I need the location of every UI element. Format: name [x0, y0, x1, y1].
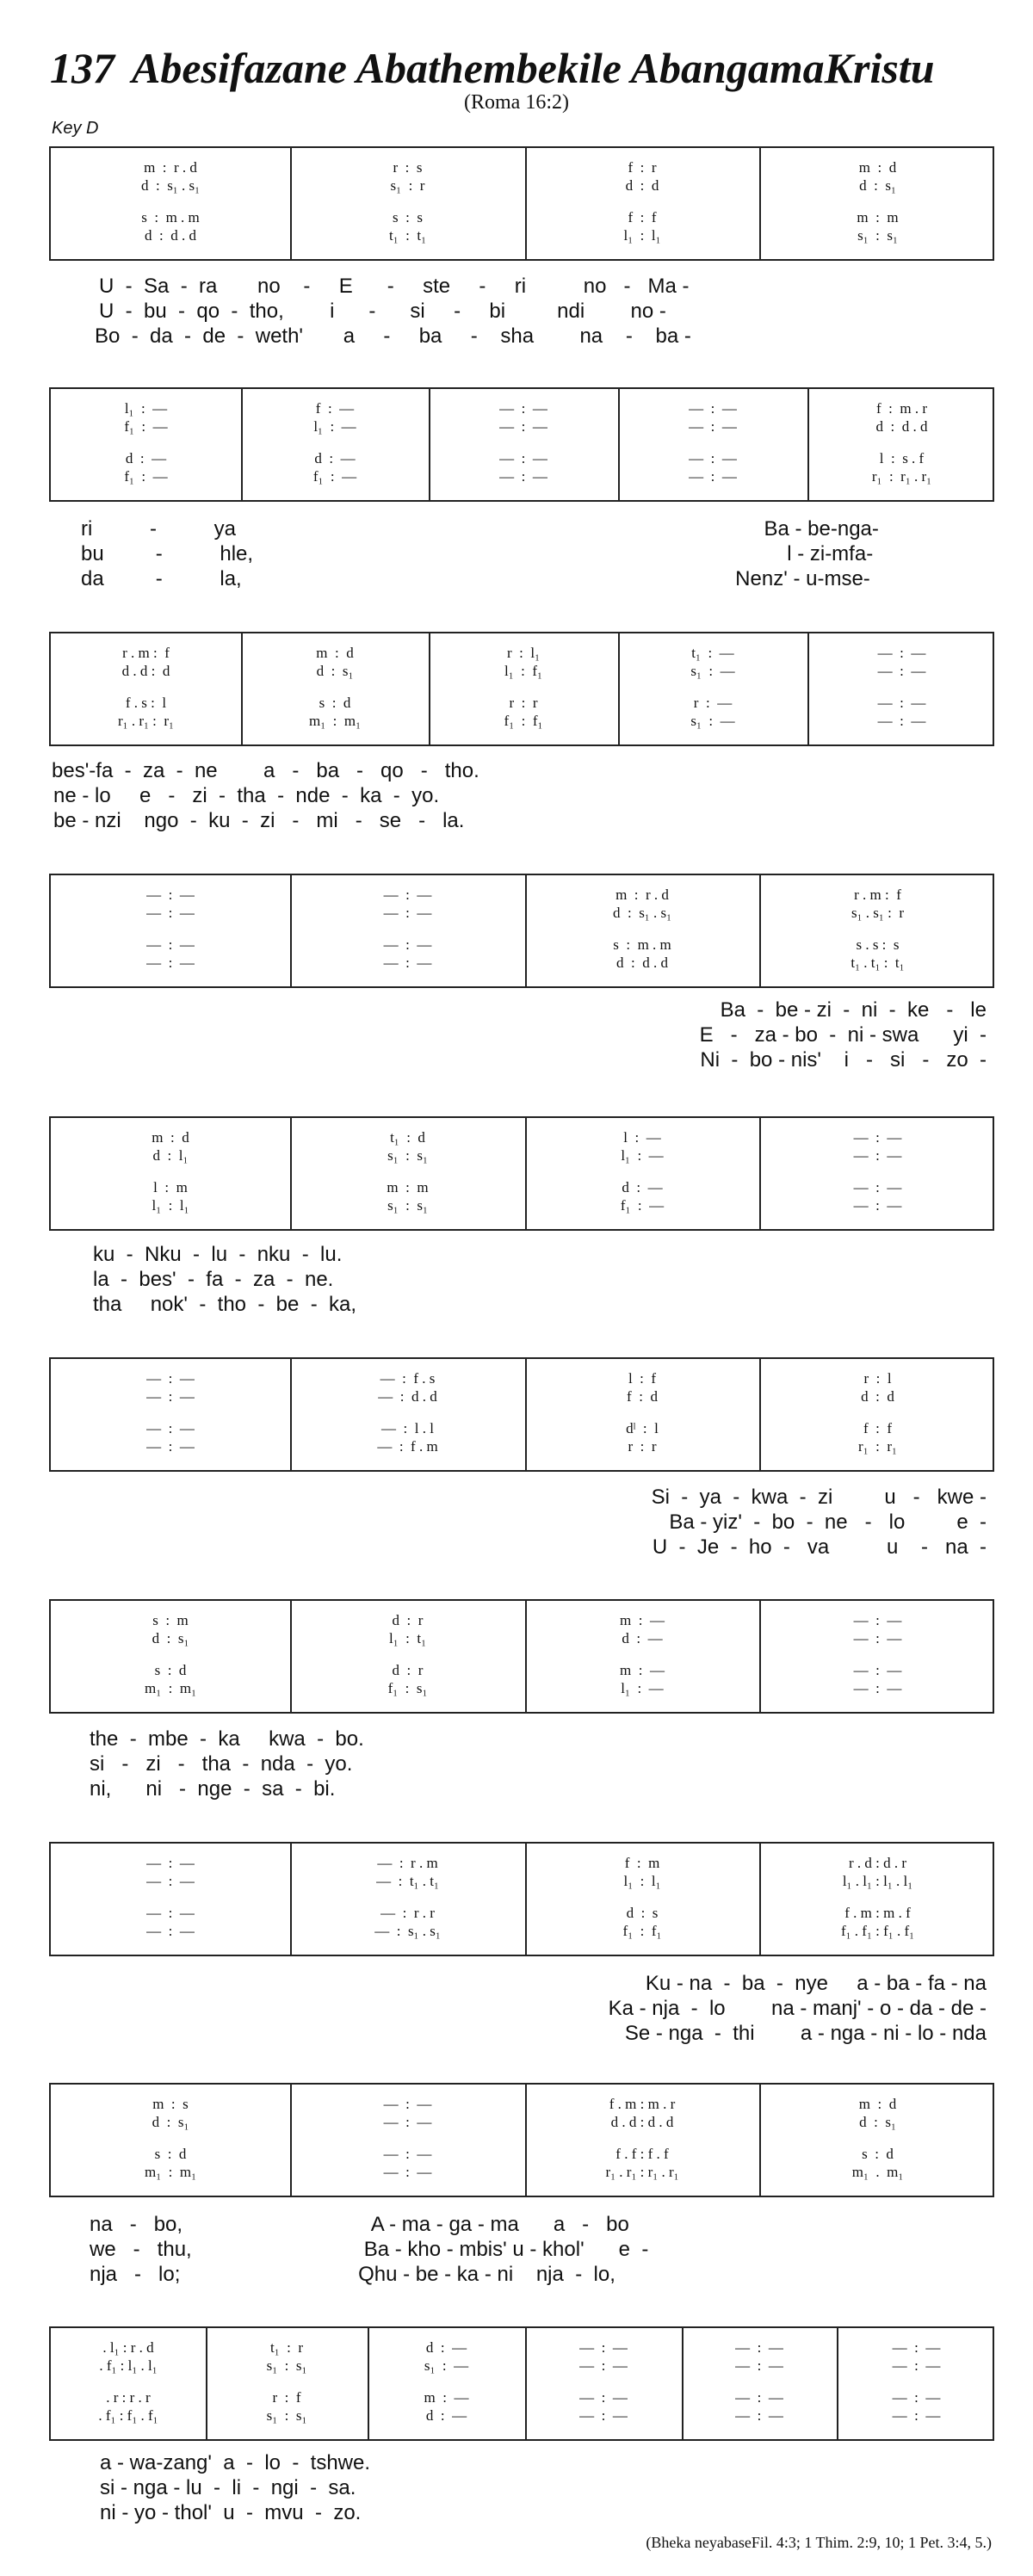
scripture-reference: (Roma 16:2) — [464, 91, 569, 114]
barline — [618, 633, 620, 744]
upper-staff-notes: d : — s₁ : — — [424, 2339, 469, 2374]
lyric-verse-3: ni, ni - nge - sa - bi. — [90, 1777, 336, 1801]
lyric-verse-2: ne - lo e - zi - tha - nde - ka - yo. — [53, 784, 440, 807]
upper-staff-notes: — : f . s — : d . d — [378, 1370, 437, 1405]
music-system-6 — [49, 1357, 994, 1472]
upper-staff-notes: — : — — : — — [383, 2096, 432, 2130]
lyric-verse-3: Ni - bo - nis' i - si - zo - — [700, 1048, 987, 1072]
lower-staff-notes: — : — — : — — [689, 450, 737, 485]
music-system-5 — [49, 1116, 994, 1231]
lower-staff-notes: m : — l₁ : — — [620, 1662, 665, 1696]
barline — [525, 875, 527, 986]
upper-staff-notes: — : — — : — — [146, 886, 195, 921]
barline — [290, 1118, 292, 1229]
lyric-verse-1: bes'-fa - za - ne a - ba - qo - tho. — [52, 759, 479, 782]
upper-staff-notes: — : — — : — — [853, 1612, 902, 1646]
lower-staff-notes: — : — — : — — [892, 2389, 941, 2424]
barline — [837, 2328, 838, 2439]
barline — [759, 1844, 761, 1955]
lower-staff-notes: d : — f₁ : — — [620, 1179, 665, 1214]
barline — [525, 2085, 527, 2196]
lower-staff-notes: s : m . m d : d . d — [141, 209, 200, 244]
barline — [525, 2328, 527, 2439]
footnote-references: (Bheka neyabaseFil. 4:3; 1 Thim. 2:9, 10; 1 Pet. 3:4, 5.) — [646, 2534, 992, 2551]
lyric-verse-1: U - Sa - ra no - E - ste - ri no - Ma - — [99, 275, 690, 298]
lower-staff-notes: f . s : l r₁ . r₁ : r₁ — [118, 695, 174, 729]
upper-staff-notes: m : r . d d : s₁ . s₁ — [612, 886, 672, 921]
hymn-title: Abesifazane Abathembekile AbangamaKristu — [132, 44, 935, 92]
lower-staff-notes: l : m l₁ : l₁ — [152, 1179, 189, 1214]
lower-staff-notes: m : m s₁ : s₁ — [387, 1179, 429, 1214]
barline — [759, 875, 761, 986]
upper-staff-notes: r . m : f s₁ . s₁ : r — [851, 886, 904, 921]
lyric-verse-1: na - bo, A - ma - ga - ma a - bo — [90, 2213, 629, 2236]
upper-staff-notes: — : — — : — — [877, 645, 926, 679]
lower-staff-notes: f . m : m . f f₁ . f₁ : f₁ . f₁ — [840, 1905, 915, 1939]
barline — [368, 2328, 369, 2439]
upper-staff-notes: l : — l₁ : — — [621, 1129, 664, 1164]
barline — [759, 1359, 761, 1470]
music-system-4 — [49, 874, 994, 988]
lyric-verse-1: a - wa-zang' a - lo - tshwe. — [100, 2451, 371, 2474]
music-system-1 — [49, 146, 994, 261]
barline — [525, 1844, 527, 1955]
upper-staff-notes: t₁ : r s₁ : s₁ — [266, 2339, 307, 2374]
barline — [759, 1118, 761, 1229]
upper-staff-notes: r : l₁ l₁ : f₁ — [504, 645, 542, 679]
barline — [241, 389, 243, 500]
music-system-3 — [49, 632, 994, 746]
upper-staff-notes: — : r . m — : t₁ . t₁ — [376, 1855, 439, 1889]
lyric-verse-3: nja - lo; Qhu - be - ka - ni nja - lo, — [90, 2263, 615, 2286]
lower-staff-notes: — : — — : — — [499, 450, 547, 485]
lower-staff-notes: r : f s₁ : s₁ — [266, 2389, 307, 2424]
barline — [290, 875, 292, 986]
lower-staff-notes: f . f : f . f r₁ . r₁ : r₁ . r₁ — [605, 2146, 679, 2180]
music-system-7 — [49, 1599, 994, 1714]
lower-staff-notes: . r : r . r . f₁ : f₁ . f₁ — [98, 2389, 158, 2424]
barline — [759, 148, 761, 259]
lyric-verse-3: ni - yo - thol' u - mvu - zo. — [100, 2501, 362, 2524]
music-system-2 — [49, 387, 994, 502]
upper-staff-notes: t₁ : — s₁ : — — [690, 645, 735, 679]
lyric-verse-2: U - bu - qo - tho, i - si - bi ndi no - — [99, 300, 666, 323]
lower-staff-notes: s : m . m d : d . d — [613, 936, 671, 971]
upper-staff-notes: d : r l₁ : t₁ — [388, 1612, 427, 1646]
lyric-verse-1: ri - ya Ba - be-nga- — [81, 517, 879, 541]
lower-staff-notes: s : d m₁ . m₁ — [851, 2146, 904, 2180]
lyric-verse-2: we - thu, Ba - kho - mbis' u - khol' e - — [90, 2238, 649, 2261]
lower-staff-notes: s : d m₁ : m₁ — [308, 695, 362, 729]
lower-staff-notes: — : — — : — — [579, 2389, 628, 2424]
lower-staff-notes: d : s f₁ : f₁ — [622, 1905, 662, 1939]
lower-staff-notes: s : d m₁ : m₁ — [144, 1662, 197, 1696]
upper-staff-notes: m : d d : s₁ — [858, 159, 897, 194]
barline — [759, 2085, 761, 2196]
lower-staff-notes: — : — — : — — [853, 1179, 902, 1214]
upper-staff-notes: f : r d : d — [625, 159, 659, 194]
lower-staff-notes: — : l . l — : f . m — [377, 1420, 438, 1455]
upper-staff-notes: m : d d : s₁ — [316, 645, 354, 679]
lower-staff-notes: f : f l₁ : l₁ — [623, 209, 661, 244]
upper-staff-notes: m : s d : s₁ — [152, 2096, 189, 2130]
lower-staff-notes: d : r f₁ : s₁ — [387, 1662, 428, 1696]
barline — [618, 389, 620, 500]
lyric-verse-1: Ba - be - zi - ni - ke - le — [720, 998, 987, 1022]
barline — [241, 633, 243, 744]
lower-staff-notes: l : s . f r₁ : r₁ . r₁ — [871, 450, 932, 485]
lyric-verse-2: si - zi - tha - nda - yo. — [90, 1752, 353, 1776]
barline — [525, 148, 527, 259]
lower-staff-notes: r : r f₁ : f₁ — [504, 695, 543, 729]
hymn-number: 137 — [50, 44, 114, 92]
barline — [807, 389, 809, 500]
lyric-verse-1: ku - Nku - lu - nku - lu. — [93, 1243, 343, 1266]
lower-staff-notes: dˡ : l r : r — [626, 1420, 659, 1455]
upper-staff-notes: f : — l₁ : — — [313, 400, 356, 435]
upper-staff-notes: r : l d : d — [861, 1370, 894, 1405]
lower-staff-notes: — : — — : — — [146, 1420, 195, 1455]
upper-staff-notes: r . m : f d . d : d — [121, 645, 170, 679]
lower-staff-notes: — : — — : — — [853, 1662, 902, 1696]
barline — [429, 389, 430, 500]
music-system-10 — [49, 2326, 994, 2441]
upper-staff-notes: l₁ : — f₁ : — — [124, 400, 168, 435]
lower-staff-notes: — : — — : — — [146, 936, 195, 971]
lyric-verse-2: Ba - yiz' - bo - ne - lo e - — [669, 1510, 987, 1534]
lyric-verse-2: Ka - nja - lo na - manj' - o - da - de - — [608, 1997, 987, 2020]
lower-staff-notes: — : — — : — — [735, 2389, 783, 2424]
lower-staff-notes: d : — f₁ : — — [312, 450, 357, 485]
barline — [525, 1359, 527, 1470]
barline — [525, 1118, 527, 1229]
lower-staff-notes: s : d m₁ : m₁ — [144, 2146, 197, 2180]
hymn-title-line — [50, 38, 1014, 98]
lower-staff-notes: r : — s₁ : — — [690, 695, 735, 729]
barline — [429, 633, 430, 744]
upper-staff-notes: — : — — : — — [853, 1129, 902, 1164]
upper-staff-notes: — : — — : — — [499, 400, 547, 435]
lyric-verse-3: be - nzi ngo - ku - zi - mi - se - la. — [53, 809, 465, 832]
upper-staff-notes: r . d : d . r l₁ . l₁ : l₁ . l₁ — [842, 1855, 913, 1889]
lower-staff-notes: m : m s₁ : s₁ — [857, 209, 899, 244]
lower-staff-notes: — : — — : — — [877, 695, 926, 729]
upper-staff-notes: — : — — : — — [146, 1855, 195, 1889]
upper-staff-notes: — : — — : — — [579, 2339, 628, 2374]
lower-staff-notes: m : — d : — — [424, 2389, 469, 2424]
lower-staff-notes: — : — — : — — [383, 936, 432, 971]
lyric-verse-2: la - bes' - fa - za - ne. — [93, 1268, 334, 1291]
lyric-verse-3: U - Je - ho - va u - na - — [652, 1535, 987, 1559]
upper-staff-notes: — : — — : — — [735, 2339, 783, 2374]
music-system-9 — [49, 2083, 994, 2197]
lyric-verse-2: E - za - bo - ni - swa yi - — [699, 1023, 987, 1047]
lyric-verse-1: Si - ya - kwa - zi u - kwe - — [651, 1486, 987, 1509]
barline — [682, 2328, 684, 2439]
upper-staff-notes: m : d d : s₁ — [858, 2096, 897, 2130]
barline — [759, 1601, 761, 1712]
upper-staff-notes: f : m l₁ : l₁ — [623, 1855, 661, 1889]
lyric-verse-1: the - mbe - ka kwa - bo. — [90, 1727, 364, 1751]
upper-staff-notes: m : r . d d : s₁ . s₁ — [140, 159, 201, 194]
lyric-verse-3: Se - nga - thi a - nga - ni - lo - nda — [624, 2022, 987, 2045]
upper-staff-notes: r : s s₁ : r — [390, 159, 425, 194]
lower-staff-notes: — : r . r — : s₁ . s₁ — [374, 1905, 441, 1939]
upper-staff-notes: f . m : m . r d . d : d . d — [609, 2096, 676, 2130]
barline — [807, 633, 809, 744]
lower-staff-notes: — : — — : — — [383, 2146, 432, 2180]
barline — [290, 2085, 292, 2196]
upper-staff-notes: — : — — : — — [892, 2339, 941, 2374]
barline — [290, 1844, 292, 1955]
lyric-verse-3: Bo - da - de - weth' a - ba - sha na - ba - — [95, 324, 691, 348]
lower-staff-notes: — : — — : — — [146, 1905, 195, 1939]
upper-staff-notes: t₁ : d s₁ : s₁ — [387, 1129, 428, 1164]
upper-staff-notes: s : m d : s₁ — [152, 1612, 189, 1646]
upper-staff-notes: — : — — : — — [689, 400, 737, 435]
upper-staff-notes: m : — d : — — [620, 1612, 665, 1646]
lower-staff-notes: s : s t₁ : t₁ — [388, 209, 427, 244]
upper-staff-notes: . l₁ : r . d . f₁ : l₁ . l₁ — [99, 2339, 158, 2374]
lyric-verse-3: tha nok' - tho - be - ka, — [93, 1293, 357, 1316]
music-system-8 — [49, 1842, 994, 1956]
upper-staff-notes: m : d d : l₁ — [152, 1129, 189, 1164]
lower-staff-notes: f : f r₁ : r₁ — [858, 1420, 897, 1455]
lower-staff-notes: d : — f₁ : — — [124, 450, 168, 485]
barline — [206, 2328, 207, 2439]
lower-staff-notes: s . s : s t₁ . t₁ : t₁ — [851, 936, 905, 971]
key-signature: Key D — [52, 119, 99, 138]
upper-staff-notes: l : f f : d — [627, 1370, 658, 1405]
upper-staff-notes: — : — — : — — [383, 886, 432, 921]
barline — [290, 1359, 292, 1470]
lyric-verse-2: bu - hle, l - zi-mfa- — [81, 542, 874, 565]
upper-staff-notes: — : — — : — — [146, 1370, 195, 1405]
barline — [290, 1601, 292, 1712]
lyric-verse-2: si - nga - lu - li - ngi - sa. — [100, 2476, 356, 2499]
barline — [290, 148, 292, 259]
upper-staff-notes: f : m . r d : d . d — [875, 400, 928, 435]
lyric-verse-3: da - la, Nenz' - u-mse- — [81, 567, 870, 590]
barline — [525, 1601, 527, 1712]
lyric-verse-1: Ku - na - ba - nye a - ba - fa - na — [645, 1972, 987, 1995]
